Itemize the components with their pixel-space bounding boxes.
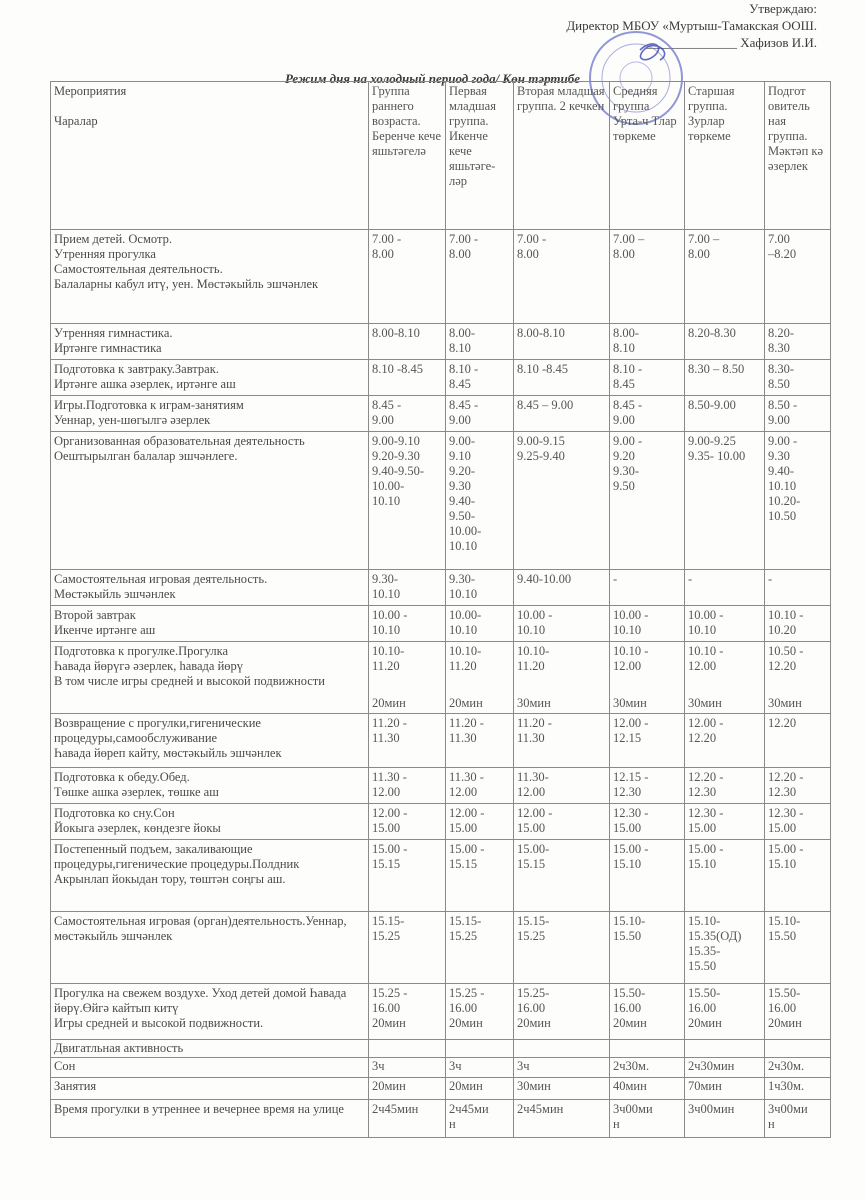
activity-cell: Прогулка на свежем воздухе. Уход детей домой Һавада йөрү.Өйгә кайтып китү Игры средней и высокой подвижности. — [51, 984, 369, 1040]
time-cell: 11.20 - 11.30 — [514, 714, 610, 768]
time-cell: 12.00 - 15.00 — [369, 804, 446, 840]
time-cell: 15.25 - 16.00 20мин — [369, 984, 446, 1040]
time-cell — [610, 1040, 685, 1058]
time-cell: 7.00 –8.20 — [765, 230, 831, 324]
time-cell: 15.00 - 15.10 — [685, 840, 765, 912]
time-cell: 11.20 - 11.30 — [446, 714, 514, 768]
time-cell: 3ч — [369, 1058, 446, 1078]
table-row — [51, 360, 831, 396]
time-cell: 8.45 - 9.00 — [610, 396, 685, 432]
activity-cell: Самостоятельная игровая деятельность. Мөстәкыйль эшчәнлек — [51, 570, 369, 606]
duration-note: 30мин — [688, 696, 722, 710]
time-cell: 15.10- 15.50 — [610, 912, 685, 984]
time-cell: 8.10 - 8.45 — [610, 360, 685, 396]
time-cell — [369, 642, 446, 714]
time-cell: 12.00 - 12.15 — [610, 714, 685, 768]
table-row — [51, 1058, 831, 1078]
time-cell: 15.00 - 15.15 — [369, 840, 446, 912]
time-cell: 10.00 - 10.10 — [514, 606, 610, 642]
activity-cell: Занятия — [51, 1078, 369, 1100]
header-activity: Мероприятия Чаралар — [51, 82, 369, 230]
time-cell: - — [685, 570, 765, 606]
time-cell: 8.20- 8.30 — [765, 324, 831, 360]
table-row — [51, 1040, 831, 1058]
time-cell: 15.00 - 15.10 — [765, 840, 831, 912]
time-cell: 9.00-9.15 9.25-9.40 — [514, 432, 610, 570]
duration-note: 30мин — [768, 696, 802, 710]
time-cell: 3ч — [514, 1058, 610, 1078]
time-cell: 12.30 - 15.00 — [685, 804, 765, 840]
header-group: Группа раннего возраста. Беренче кече яшьтәгелә — [369, 82, 446, 230]
time-cell — [514, 1040, 610, 1058]
time-cell: 8.50-9.00 — [685, 396, 765, 432]
time-cell: 15.50- 16.00 20мин — [685, 984, 765, 1040]
time-cell: 9.00- 9.10 9.20- 9.30 9.40- 9.50- 10.00- 10.10 — [446, 432, 514, 570]
time-cell: - — [765, 570, 831, 606]
activity-cell: Постепенный подъем, закаливающие процедуры,гигенические процедуры.Полдник Акрынлап йокыдан тору, төштән соңгы аш. — [51, 840, 369, 912]
time-cell: 8.00- 8.10 — [446, 324, 514, 360]
time-cell: 10.00 - 10.10 — [685, 606, 765, 642]
activity-cell: Возвращение с прогулки,гигенические процедуры,самообслуживание Һавада йөреп кайту, мөстәкыйль эшчәнлек — [51, 714, 369, 768]
time-cell: 12.30 - 15.00 — [610, 804, 685, 840]
table-row — [51, 912, 831, 984]
activity-cell: Второй завтрак Икенче иртәнге аш — [51, 606, 369, 642]
table-row — [51, 1078, 831, 1100]
time-cell: 20мин — [369, 1078, 446, 1100]
time-cell: 15.00 - 15.15 — [446, 840, 514, 912]
time-cell: 12.15 - 12.30 — [610, 768, 685, 804]
time-cell: 12.20 - 12.30 — [765, 768, 831, 804]
time-cell: 40мин — [610, 1078, 685, 1100]
time-cell: 15.50- 16.00 20мин — [610, 984, 685, 1040]
time-cell: 15.25 - 16.00 20мин — [446, 984, 514, 1040]
time-cell: 15.10- 15.50 — [765, 912, 831, 984]
time-value: 10.10- 11.20 — [372, 644, 405, 673]
activity-cell: Прием детей. Осмотр. Утренняя прогулка Самостоятельная деятельность. Балаларны кабул итү, уен. Мөстәкыйль эшчәнлек — [51, 230, 369, 324]
time-cell: 8.20-8.30 — [685, 324, 765, 360]
time-cell — [446, 1040, 514, 1058]
time-cell: 1ч30м. — [765, 1078, 831, 1100]
time-cell: 12.00 - 15.00 — [446, 804, 514, 840]
activity-cell: Подготовка к обеду.Обед. Төшке ашка әзерлек, төшке аш — [51, 768, 369, 804]
time-cell: 9.00 - 9.30 9.40- 10.10 10.20- 10.50 — [765, 432, 831, 570]
time-cell: 20мин — [446, 1078, 514, 1100]
time-cell: 70мин — [685, 1078, 765, 1100]
time-cell: 9.00 - 9.20 9.30- 9.50 — [610, 432, 685, 570]
header-group: Средняя группа Урта-ч Тлар төркеме — [610, 82, 685, 230]
time-cell: 9.00-9.25 9.35- 10.00 — [685, 432, 765, 570]
time-cell: 2ч45ми н — [446, 1100, 514, 1138]
time-cell: 8.00-8.10 — [514, 324, 610, 360]
table-row — [51, 324, 831, 360]
time-cell: 11.30 - 12.00 — [369, 768, 446, 804]
time-cell: 9.30- 10.10 — [446, 570, 514, 606]
activity-cell: Время прогулки в утреннее и вечернее время на улице — [51, 1100, 369, 1138]
table-row — [51, 432, 831, 570]
table-row — [51, 804, 831, 840]
table-row — [51, 606, 831, 642]
time-cell: 2ч30м. — [610, 1058, 685, 1078]
approval-line-3: ______________ Хафизов И.И. — [645, 35, 817, 50]
time-cell: 11.30- 12.00 — [514, 768, 610, 804]
schedule-table — [50, 81, 831, 1138]
time-cell: 8.45 – 9.00 — [514, 396, 610, 432]
time-cell: 2ч30мин — [685, 1058, 765, 1078]
time-cell: 15.15- 15.25 — [369, 912, 446, 984]
time-value: 10.10- 11.20 — [449, 644, 482, 673]
table-row — [51, 230, 831, 324]
header-group: Вторая младшая группа. 2 кечкен — [514, 82, 610, 230]
time-cell — [765, 1040, 831, 1058]
time-cell: 7.00 - 8.00 — [446, 230, 514, 324]
time-cell: 7.00 - 8.00 — [514, 230, 610, 324]
time-cell: 7.00 – 8.00 — [685, 230, 765, 324]
time-cell: 8.45 - 9.00 — [446, 396, 514, 432]
time-cell: 8.00-8.10 — [369, 324, 446, 360]
activity-cell: Подготовка к прогулке.Прогулка Һавада йөрүгә әзерлек, һавада йөрү В том числе игры средней и высокой подвижности — [51, 642, 369, 714]
time-cell: 9.30- 10.10 — [369, 570, 446, 606]
time-cell: 15.50- 16.00 20мин — [765, 984, 831, 1040]
time-cell — [446, 642, 514, 714]
time-cell: 10.10 - 10.20 — [765, 606, 831, 642]
duration-note: 30мин — [517, 696, 551, 710]
header-group: Старшая группа. Зурлар төркеме — [685, 82, 765, 230]
activity-cell: Организованная образовательная деятельность Оештырылган балалар эшчәнлеге. — [51, 432, 369, 570]
table-row — [51, 840, 831, 912]
duration-note: 30мин — [613, 696, 647, 710]
schedule-body — [51, 82, 831, 1138]
time-cell: 15.25- 16.00 20мин — [514, 984, 610, 1040]
table-row — [51, 570, 831, 606]
time-cell: 3ч00ми н — [765, 1100, 831, 1138]
time-cell: 2ч45мин — [369, 1100, 446, 1138]
activity-cell: Утренняя гимнастика. Иртәнге гимнастика — [51, 324, 369, 360]
time-cell: 10.00 - 10.10 — [369, 606, 446, 642]
time-cell — [765, 642, 831, 714]
time-cell: 3ч — [446, 1058, 514, 1078]
activity-cell: Сон — [51, 1058, 369, 1078]
time-cell — [514, 642, 610, 714]
header-group: Подгот овитель ная группа. Мәктәп кә әзерлек — [765, 82, 831, 230]
time-cell: 2ч30м. — [765, 1058, 831, 1078]
time-cell — [685, 1040, 765, 1058]
approval-line-2: Директор МБОУ «Муртыш-Тамакская ООШ. — [566, 18, 817, 33]
time-cell: 15.00 - 15.10 — [610, 840, 685, 912]
time-cell: 15.15- 15.25 — [446, 912, 514, 984]
time-cell — [610, 642, 685, 714]
time-cell: 9.00-9.10 9.20-9.30 9.40-9.50- 10.00- 10.10 — [369, 432, 446, 570]
time-cell: 15.15- 15.25 — [514, 912, 610, 984]
time-cell: 7.00 – 8.00 — [610, 230, 685, 324]
header-group: Первая младшая группа. Икенче кече яшьтәге-ләр — [446, 82, 514, 230]
time-cell: 9.40-10.00 — [514, 570, 610, 606]
table-row — [51, 642, 831, 714]
table-row — [51, 714, 831, 768]
time-value: 10.10 - 12.00 — [613, 644, 649, 673]
time-cell: 2ч45мин — [514, 1100, 610, 1138]
time-cell: 11.30 - 12.00 — [446, 768, 514, 804]
time-cell — [685, 642, 765, 714]
time-cell: 10.00- 10.10 — [446, 606, 514, 642]
time-cell: 11.20 - 11.30 — [369, 714, 446, 768]
table-row — [51, 1100, 831, 1138]
duration-note: 20мин — [449, 696, 483, 710]
time-cell: 10.00 - 10.10 — [610, 606, 685, 642]
time-cell: - — [610, 570, 685, 606]
time-cell: 3ч00ми н — [610, 1100, 685, 1138]
time-value: 10.50 - 12.20 — [768, 644, 804, 673]
activity-cell: Подготовка к завтраку.Завтрак. Иртәнге ашка әзерлек, иртәнге аш — [51, 360, 369, 396]
time-cell: 12.30 - 15.00 — [765, 804, 831, 840]
time-cell: 7.00 - 8.00 — [369, 230, 446, 324]
table-row — [51, 768, 831, 804]
page-title: Режим дня на холодный период года/ Көн тәртибе — [284, 71, 581, 86]
time-cell: 15.00- 15.15 — [514, 840, 610, 912]
table-row — [51, 984, 831, 1040]
time-value: 10.10- 11.20 — [517, 644, 550, 673]
time-cell: 8.10 -8.45 — [369, 360, 446, 396]
time-cell: 12.00 - 15.00 — [514, 804, 610, 840]
time-cell: 12.00 - 12.20 — [685, 714, 765, 768]
activity-cell: Двигатльная активность — [51, 1040, 369, 1058]
time-cell: 8.10 -8.45 — [514, 360, 610, 396]
time-cell: 30мин — [514, 1078, 610, 1100]
time-cell: 12.20 - 12.30 — [685, 768, 765, 804]
time-cell: 12.20 — [765, 714, 831, 768]
activity-cell: Игры.Подготовка к играм-занятиям Уеннар, уен-шөгылгә әзерлек — [51, 396, 369, 432]
approval-line-1: Утверждаю: — [749, 1, 817, 16]
time-cell — [369, 1040, 446, 1058]
header-row — [51, 82, 831, 230]
activity-cell: Подготовка ко сну.Сон Йокыга әзерлек, көндезге йокы — [51, 804, 369, 840]
table-row — [51, 396, 831, 432]
time-cell: 3ч00мин — [685, 1100, 765, 1138]
time-cell: 8.10 - 8.45 — [446, 360, 514, 396]
activity-cell: Самостоятельная игровая (орган)деятельность.Уеннар, мөстәкыйль эшчәнлек — [51, 912, 369, 984]
time-cell: 8.45 - 9.00 — [369, 396, 446, 432]
duration-note: 20мин — [372, 696, 406, 710]
time-cell: 15.10- 15.35(ОД) 15.35- 15.50 — [685, 912, 765, 984]
time-cell: 8.50 - 9.00 — [765, 396, 831, 432]
time-value: 10.10 - 12.00 — [688, 644, 724, 673]
time-cell: 8.00- 8.10 — [610, 324, 685, 360]
time-cell: 8.30- 8.50 — [765, 360, 831, 396]
time-cell: 8.30 – 8.50 — [685, 360, 765, 396]
